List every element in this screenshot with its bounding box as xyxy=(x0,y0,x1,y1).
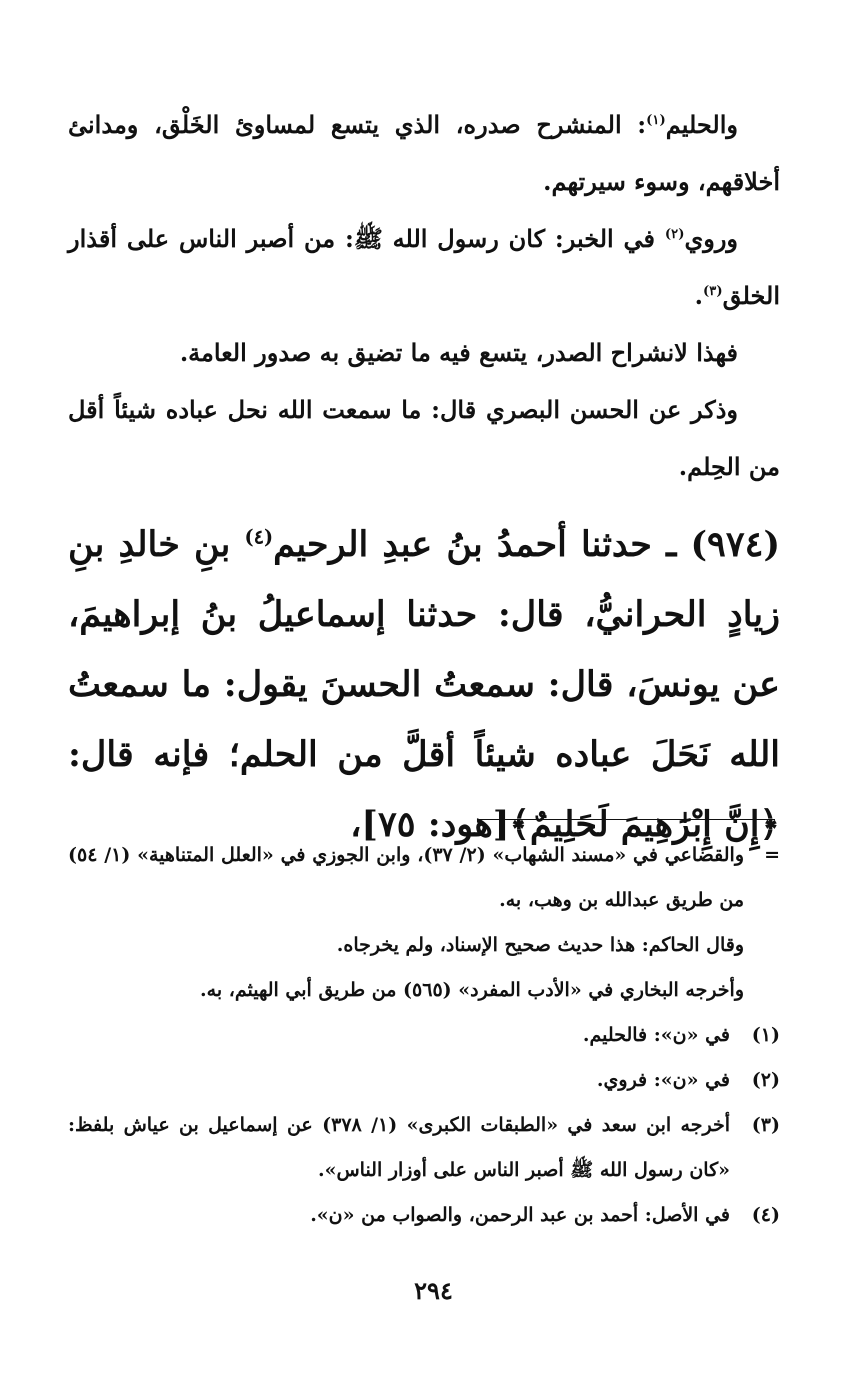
page-number: ٢٩٤ xyxy=(414,1276,453,1305)
footnote-3 xyxy=(68,1103,780,1193)
footnote-text: في «ن»: فالحليم. xyxy=(582,1024,730,1046)
footnote-separator xyxy=(478,819,775,820)
paragraph-halim xyxy=(68,96,780,210)
footnote-number: (١) xyxy=(751,1024,780,1046)
paragraph-text: . xyxy=(694,281,703,310)
footnote-4 xyxy=(68,1193,780,1238)
footnote-text: في الأصل: أحمد بن عبد الرحمن، والصواب من «ن». xyxy=(310,1204,730,1226)
footnote-continuation xyxy=(68,833,780,923)
footnote-bukhari: وأخرجه البخاري في «الأدب المفرد» (٥٦٥) من طريق أبي الهيثم، به. xyxy=(200,979,744,1001)
footnote-1 xyxy=(68,1013,780,1058)
footnote-ref-3[interactable]: (٣) xyxy=(702,284,723,299)
hadith-text: بنِ خالدِ بنِ زيادٍ الحرانيُّ، قال: حدثنا إسماعيلُ بنُ إبراهيمَ، عن يونسَ، قال: سمعتُ الحسنَ يقول: ما سمعتُ الله نَحَلَ عباده شيئاً أقلَّ من الحلم؛ فإنه قال: ﴿إِنَّ إِبْرَٰهِيمَ لَحَلِيمٌ﴾[هود: ٧٥]، xyxy=(68,524,780,845)
paragraph-text: في الخبر: كان رسول الله ﷺ: من أصبر الناس على أقذار الخلق xyxy=(68,224,780,310)
paragraph-text: وروي xyxy=(684,224,738,253)
paragraph-text: والحليم xyxy=(665,110,738,139)
hadith-intro: (٩٧٤) ـ حدثنا أحمدُ بنُ عبدِ الرحيم xyxy=(273,524,780,565)
footnote-text: أخرجه ابن سعد في «الطبقات الكبرى» (١/ ٣٧٨) عن إسماعيل بن عياش بلفظ: «كان رسول الله ﷺ أصبر الناس على أوزار الناس». xyxy=(68,1114,730,1181)
footnote-ref-4[interactable]: (٤) xyxy=(244,525,274,549)
footnote-number: (٤) xyxy=(751,1204,780,1226)
paragraph-khabar xyxy=(68,210,780,324)
paragraph-hasan: وذكر عن الحسن البصري قال: ما سمعت الله نحل عباده شيئاً أقل من الحِلم. xyxy=(68,395,780,481)
footnote-ref-2[interactable]: (٢) xyxy=(664,227,685,242)
footnote-ref-1[interactable]: (١) xyxy=(646,113,666,128)
footnote-number: (٣) xyxy=(751,1114,780,1136)
footnote-text: والقضاعي في «مسند الشهاب» (٢/ ٣٧)، وابن الجوزي في «العلل المتناهية» (١/ ٥٤) من طريق عبدالله بن وهب، به. xyxy=(68,844,745,911)
footnote-2 xyxy=(68,1058,780,1103)
footnote-number: (٢) xyxy=(751,1069,780,1091)
footnote-hakim: وقال الحاكم: هذا حديث صحيح الإسناد، ولم يخرجاه. xyxy=(336,934,744,956)
paragraph-text: : المنشرح صدره، الذي يتسع لمساوئ الخَلْق، ومدانئ أخلاقهم، وسوء سيرتهم. xyxy=(68,110,780,196)
continuation-marker: = xyxy=(764,844,780,866)
footnotes xyxy=(68,833,780,1238)
hadith-974 xyxy=(68,510,780,860)
paragraph-inshirah: فهذا لانشراح الصدر، يتسع فيه ما تضيق به صدور العامة. xyxy=(179,338,738,367)
footnote-text: في «ن»: فروي. xyxy=(596,1069,730,1091)
